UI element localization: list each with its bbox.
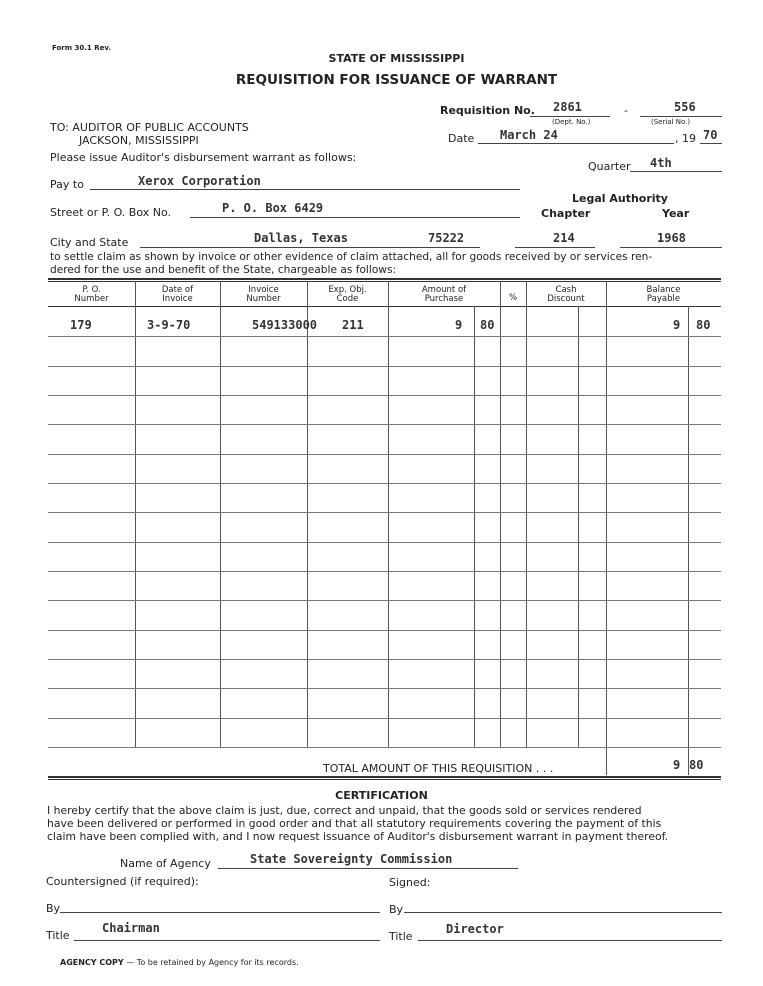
row-po: 179	[70, 318, 92, 332]
certification-line-2: have been delivered or performed in good order and that all statutory requirements covering the payment of this	[47, 817, 662, 830]
year-value: 1968	[657, 231, 686, 245]
row-balance-cents: 80	[696, 318, 711, 332]
right-title-value: Director	[446, 922, 504, 936]
to-line-1: TO: AUDITOR OF PUBLIC ACCOUNTS	[50, 121, 249, 134]
date-label: Date	[448, 132, 475, 145]
col-header-exp-code: Exp. Obj. Code	[328, 285, 367, 304]
row-code: 211	[342, 318, 364, 332]
agency-copy-note: AGENCY COPY — To be retained by Agency for its records.	[60, 958, 299, 967]
left-title-label: Title	[46, 929, 70, 942]
page-title: REQUISITION FOR ISSUANCE OF WARRANT	[235, 72, 558, 88]
total-dollars: 9	[673, 758, 681, 772]
right-title-label: Title	[389, 930, 413, 943]
requisition-dash: -	[624, 104, 628, 117]
to-line-2: JACKSON, MISSISSIPPI	[79, 134, 199, 147]
state-heading: STATE OF MISSISSIPPI	[328, 52, 465, 65]
right-by-label: By	[389, 903, 404, 916]
row-balance-dollars: 9	[673, 318, 681, 332]
total-label: TOTAL AMOUNT OF THIS REQUISITION . . .	[323, 762, 554, 775]
signed-label: Signed:	[389, 876, 431, 889]
quarter-value: 4th	[650, 156, 672, 170]
certification-line-1: I hereby certify that the above claim is just, due, correct and unpaid, that the goods sold or services rendered	[47, 804, 642, 817]
serial-caption: (Serial No.)	[651, 118, 691, 126]
form-number: Form 30.1 Rev.	[52, 44, 111, 52]
serial-number: 556	[674, 100, 696, 114]
certification-heading: CERTIFICATION	[335, 789, 428, 802]
left-title-value: Chairman	[102, 921, 160, 935]
settle-text-1: to settle claim as shown by invoice or other evidence of claim attached, all for goods received by or services ren-	[50, 251, 653, 263]
row-date: 3-9-70	[147, 318, 191, 332]
requisition-label: Requisition No.	[440, 104, 535, 117]
chapter-value: 214	[553, 231, 575, 245]
city-value: Dallas, Texas	[254, 231, 348, 245]
chapter-label: Chapter	[541, 207, 591, 220]
left-by-label: By	[46, 902, 61, 915]
col-header-balance: Balance Payable	[646, 285, 681, 304]
agency-label: Name of Agency	[120, 857, 211, 870]
legal-authority-label: Legal Authority	[572, 192, 668, 205]
total-cents: 80	[689, 758, 704, 772]
year-label: Year	[662, 207, 690, 220]
date-value: March 24	[500, 128, 558, 142]
col-header-date: Date of Invoice	[161, 285, 194, 304]
date-century: , 19	[675, 132, 696, 145]
countersigned-label: Countersigned (if required):	[46, 875, 199, 888]
dept-caption: (Dept. No.)	[552, 118, 591, 126]
payee-name: Xerox Corporation	[138, 174, 261, 188]
col-header-po: P. O. Number	[74, 285, 109, 304]
street-value: P. O. Box 6429	[222, 201, 324, 215]
quarter-label: Quarter	[588, 160, 631, 173]
street-label: Street or P. O. Box No.	[50, 206, 171, 219]
row-invoice: 549133000	[252, 318, 318, 332]
agency-name: State Sovereignty Commission	[250, 852, 453, 866]
row-amount-dollars: 9	[455, 318, 463, 332]
settle-text-2: dered for the use and benefit of the State, chargeable as follows:	[50, 264, 397, 276]
row-amount-cents: 80	[480, 318, 495, 332]
pay-to-label: Pay to	[50, 178, 84, 191]
dept-number: 2861	[553, 100, 582, 114]
date-year: 70	[703, 128, 718, 142]
certification-line-3: claim have been complied with, and I now request issuance of Auditor's disbursement warrant in payment thereof.	[47, 830, 669, 843]
zip-code: 75222	[428, 231, 465, 245]
city-label: City and State	[50, 236, 129, 249]
please-issue-text: Please issue Auditor's disbursement warrant as follows:	[50, 151, 357, 164]
col-header-amount: Amount of Purchase	[421, 285, 467, 304]
col-header-invoice: Invoice Number	[246, 285, 281, 304]
col-header-percent: %	[508, 293, 518, 303]
col-header-cash-discount: Cash Discount	[547, 285, 585, 304]
